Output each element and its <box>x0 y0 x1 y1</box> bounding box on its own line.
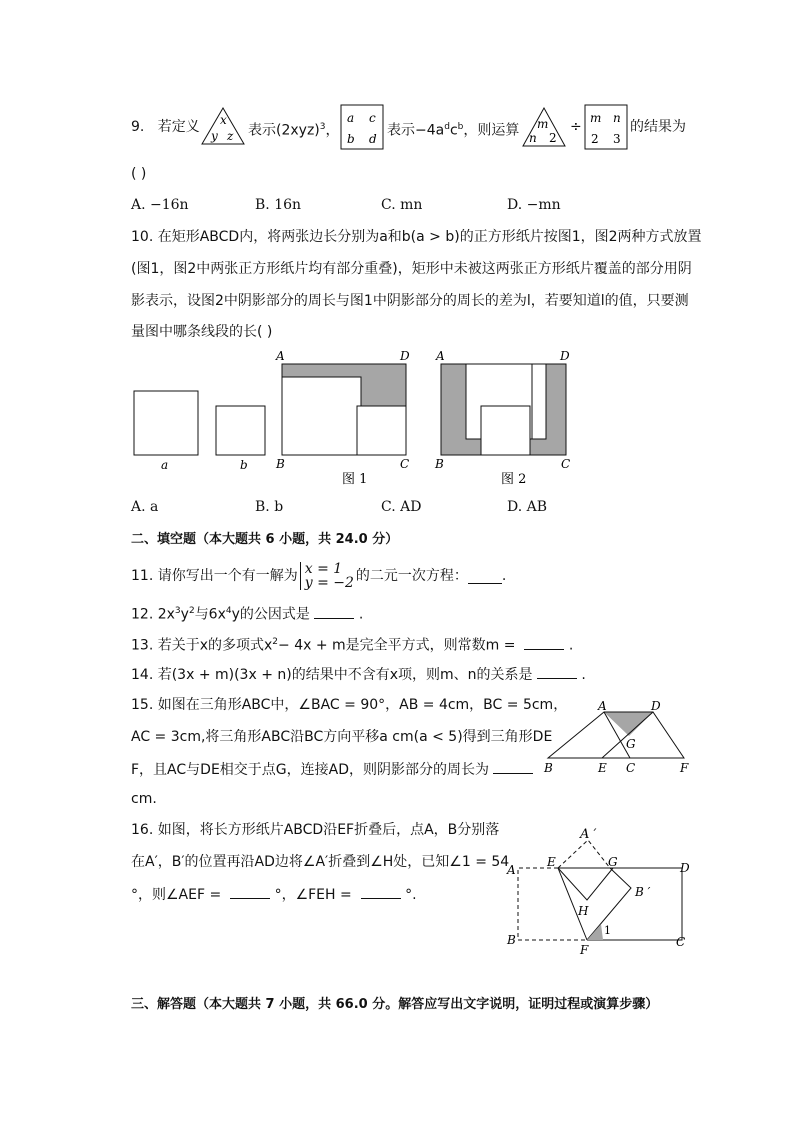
box-symbol-1 <box>340 104 384 150</box>
fig2-label-A: A <box>436 349 445 363</box>
q16-line-3 <box>131 884 417 905</box>
section-3-heading: 三、解答题（本大题共 7 小题，共 66.0 分。解答应写出文字说明，证明过程或演算步骤） <box>131 997 659 1012</box>
fig2-shade-right <box>546 364 566 455</box>
rect-dashed-ABF <box>518 868 587 940</box>
q9-expr-2-exp2: b <box>457 122 464 132</box>
fig1-caption: 图 1 <box>342 472 368 487</box>
section-2-heading: 二、填空题（本大题共 6 小题，共 24.0 分） <box>131 532 399 547</box>
q16-blank-1[interactable] <box>230 884 270 899</box>
q9-option-a: A. −16n <box>131 197 189 213</box>
box-symbol-2 <box>584 104 628 150</box>
q11-system <box>300 562 354 590</box>
q12-blank[interactable] <box>314 604 354 619</box>
q16-text-3c: °. <box>405 887 417 903</box>
q10-option-d: D. AB <box>507 499 548 515</box>
q13-text-1: 13. 若关于x的多项式x <box>131 637 273 654</box>
q15-line-4: cm. <box>131 791 157 807</box>
triangle-symbol-2 <box>521 106 567 148</box>
fig1-square-b <box>357 406 406 455</box>
q12-text-3: 与6x <box>194 606 226 623</box>
q12-exp-3: 4 <box>225 606 232 616</box>
q9-option-d: D. −mn <box>507 197 561 213</box>
q9-text-1: 若定义 <box>157 119 200 135</box>
q15-label-C: C <box>626 761 636 775</box>
q9-text-4: 的结果为 <box>630 119 686 135</box>
box2-tr: n <box>613 111 621 125</box>
fig1-label-C: C <box>400 457 410 471</box>
angle-1-shade <box>587 924 603 940</box>
q11-line: 11. 请你写出一个有一解为 x = 1 y = −2 的二元一次方程： . <box>131 561 507 591</box>
tri2-top: m <box>537 117 549 131</box>
q15-label-B: B <box>544 761 553 775</box>
folded-EHG <box>558 868 613 900</box>
q10-line-4: 量图中哪条线段的长( ) <box>131 324 273 340</box>
box2-bl: 2 <box>591 132 599 146</box>
square-b <box>216 406 265 455</box>
q16-label-E: E <box>547 855 556 869</box>
q13-blank[interactable] <box>524 635 564 650</box>
q12-text-1: 12. 2x <box>131 606 175 623</box>
q10-option-b: B. b <box>255 499 284 515</box>
box1-tl: a <box>347 111 355 125</box>
q16-label-1: 1 <box>604 924 611 937</box>
q12-text-2: y <box>180 606 189 623</box>
fig2-square-b <box>481 406 530 455</box>
q15-label-E: E <box>598 761 607 775</box>
q9-option-c: C. mn <box>381 197 423 213</box>
q15-line-3 <box>131 759 533 780</box>
fig2-label-D: D <box>560 349 570 363</box>
q14-text: 14. 若(3x + m)(3x + n)的结果中不含有x项，则m、n的关系是 <box>131 667 533 683</box>
triangle-symbol-1 <box>200 106 246 146</box>
q15-line-1: 15. 如图在三角形ABC中，∠BAC = 90°，AB = 4cm，BC = 5cm， <box>131 697 568 713</box>
q12-text-4: y的公因式是 <box>231 606 310 623</box>
tri2-bl: n <box>529 131 537 145</box>
q9-text-3 <box>387 117 519 141</box>
q11-text-2: 的二元一次方程： <box>355 568 468 584</box>
q15-label-G: G <box>626 737 636 751</box>
q16-text-3b: °，∠FEH = <box>274 887 352 903</box>
fig2-label-C: C <box>561 457 571 471</box>
q9-line <box>131 117 200 137</box>
q13-text-2: − 4x + m是完全平方式，则常数m = <box>278 637 516 654</box>
q16-blank-2[interactable] <box>361 884 401 899</box>
q10-option-c: C. AD <box>381 499 422 515</box>
q16-label-G: G <box>608 855 618 869</box>
box1-bl: b <box>347 132 355 146</box>
q10-line-1: 10. 在矩形ABCD内，将两张边长分别为a和b(a > b)的正方形纸片按图1，图2两种方式放置 <box>131 229 702 245</box>
q13-line: 13. 若关于x的多项式$x^2- 4x + m$是完全平方式，则常数m = . <box>131 632 573 656</box>
fig1-label-A: A <box>276 349 285 363</box>
q14-blank[interactable] <box>537 664 577 679</box>
fig2-shade-left <box>441 364 466 455</box>
box1-br: d <box>369 132 377 146</box>
q11-text: 11. 请你写出一个有一解为 <box>131 568 298 584</box>
q16-label-H: H <box>578 904 589 918</box>
fig2-label-B: B <box>435 457 444 471</box>
box1-tr: c <box>369 111 376 125</box>
rect-EDCF <box>558 868 682 940</box>
q15-label-A: A <box>598 699 607 713</box>
q16-label-D: D <box>680 861 690 875</box>
q15-line-2: AC = 3cm,将三角形ABC沿BC方向平移a cm(a < 5)得到三角形DE <box>131 729 553 745</box>
label-a: a <box>161 458 169 472</box>
q10-line-2: (图1，图2中两张正方形纸片均有部分重叠)，矩形中未被这两张正方形纸片覆盖的部分用阴 <box>131 261 692 277</box>
q15-text-3: F，且AC与DE相交于点G，连接AD，则阴影部分的周长为 <box>131 762 489 778</box>
q16-line-2: 在A′，B′的位置再沿AD边将∠A′折叠到∠H处，已知∠1 = 54 <box>131 854 510 870</box>
tri1-top: x <box>220 113 227 127</box>
q16-figure <box>500 818 700 958</box>
q9-comma: ， <box>325 122 340 139</box>
q16-label-B: B <box>507 933 516 947</box>
q16-label-B-prime: B ′ <box>635 885 651 899</box>
q11-eq2: y = −2 <box>304 575 354 591</box>
label-b: b <box>240 458 248 472</box>
q9-expr-1: 表示(2xyz) <box>248 122 320 139</box>
q9-text-2 <box>248 117 339 141</box>
q15-label-F: F <box>680 761 689 775</box>
tri1-bl: y <box>211 129 218 143</box>
q12-exp-2: 2 <box>188 606 195 616</box>
q16-text-3a: °，则∠AEF = <box>131 887 222 903</box>
q16-line-1: 16. 如图，将长方形纸片ABCD沿EF折叠后，点A，B分别落 <box>131 822 500 838</box>
q14-line: 14. 若(3x + m)(3x + n)的结果中不含有x项，则m、n的关系是 . <box>131 664 586 685</box>
q9-divide: ÷ <box>570 119 582 135</box>
q15-label-D: D <box>651 699 661 713</box>
q16-label-C: C <box>676 935 686 949</box>
q12-line: 12. $2x^3y^2$与$6x^4y$的公因式是 . <box>131 601 363 625</box>
q9-expr-1-exp: 3 <box>319 122 326 132</box>
fig1-label-D: D <box>400 349 410 363</box>
box2-tl: m <box>590 111 602 125</box>
q15-figure <box>538 696 698 778</box>
q12-exp-1: 3 <box>174 606 181 616</box>
q9-expr-2-exp1: d <box>444 122 450 132</box>
fig2-caption: 图 2 <box>501 472 527 487</box>
q10-figure <box>128 345 588 490</box>
tri2-br: 2 <box>549 131 557 145</box>
tri1-br: z <box>227 129 234 143</box>
q9-expr-2-end: ，则运算 <box>463 122 520 139</box>
box2-br: 3 <box>613 132 621 146</box>
q10-line-3: 影表示，设图2中阴影部分的周长与图1中阴影部分的周长的差为l，若要知道l的值，只要测 <box>131 293 689 309</box>
q11-blank[interactable] <box>468 569 502 584</box>
q9-number: 9. <box>131 119 145 135</box>
q9-expr-2-mid: c <box>449 122 458 139</box>
fig1-label-B: B <box>276 457 285 471</box>
q11-eq1: x = 1 <box>304 561 343 577</box>
q16-label-A-prime: A ′ <box>580 827 597 842</box>
q10-option-a: A. a <box>131 499 159 515</box>
q9-answer-paren: ( ) <box>131 166 147 182</box>
q16-label-A: A <box>507 863 516 877</box>
q9-option-b: B. 16n <box>255 197 302 213</box>
dashed-A-prime <box>558 840 610 868</box>
q13-exp: 2 <box>272 637 279 647</box>
square-a <box>134 391 198 455</box>
q16-label-F: F <box>580 943 589 957</box>
q9-expr-2: 表示−4a <box>387 122 445 139</box>
q15-blank[interactable] <box>493 759 533 774</box>
